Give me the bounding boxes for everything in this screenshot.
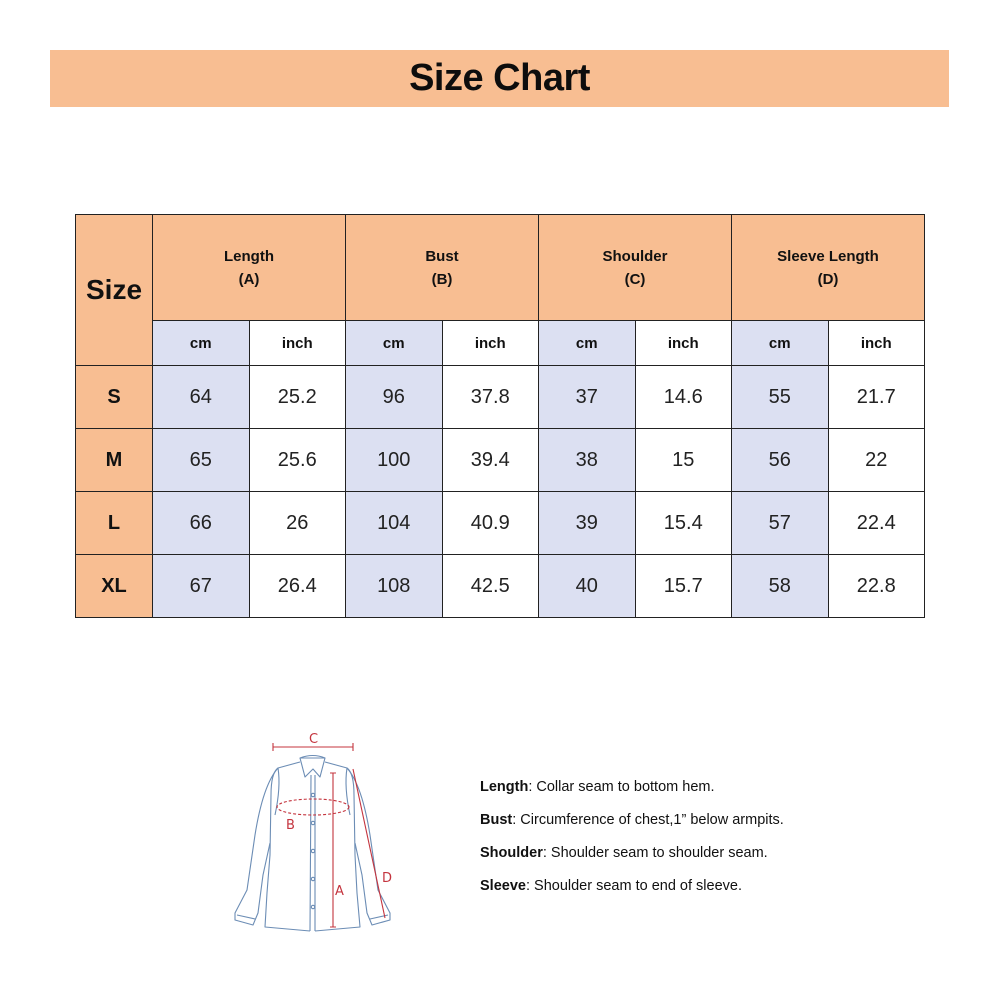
- description-sleeve: [480, 875, 900, 897]
- description-term: Length: [480, 779, 529, 795]
- cell-sleeve-cm: 56: [732, 429, 829, 492]
- shirt-measurement-diagram: [225, 725, 400, 940]
- size-column-header: Size: [76, 215, 153, 366]
- cell-bust-inch: 37.8: [442, 366, 539, 429]
- group-code: (B): [431, 270, 453, 288]
- measurement-descriptions: [480, 776, 900, 908]
- cell-shoulder-cm: 40: [539, 555, 636, 618]
- cell-sleeve-cm: 55: [732, 366, 829, 429]
- table-row: [76, 366, 925, 429]
- cell-length-inch: 25.2: [249, 366, 346, 429]
- unit-inch: inch: [635, 321, 732, 366]
- unit-cm: cm: [153, 321, 250, 366]
- group-header-bust: [346, 215, 539, 321]
- cell-shoulder-inch: 15.7: [635, 555, 732, 618]
- unit-cm: cm: [346, 321, 443, 366]
- label-c: C: [309, 732, 319, 747]
- group-name: Length: [224, 247, 274, 265]
- description-text: : Shoulder seam to end of sleeve.: [525, 878, 742, 894]
- description-term: Shoulder: [480, 845, 543, 861]
- cell-bust-inch: 42.5: [442, 555, 539, 618]
- group-header-sleeve-length: [732, 215, 925, 321]
- unit-inch: inch: [442, 321, 539, 366]
- description-text: : Collar seam to bottom hem.: [528, 779, 715, 795]
- header-row: [76, 215, 925, 321]
- measurement-lines: [273, 743, 385, 927]
- unit-cm: cm: [732, 321, 829, 366]
- table-row: [76, 492, 925, 555]
- description-length: [480, 776, 900, 798]
- cell-bust-inch: 39.4: [442, 429, 539, 492]
- title-bar: [50, 50, 949, 107]
- size-label: S: [76, 366, 153, 429]
- cell-bust-cm: 104: [346, 492, 443, 555]
- cell-length-cm: 65: [153, 429, 250, 492]
- label-a: A: [335, 884, 344, 899]
- cell-length-cm: 67: [153, 555, 250, 618]
- cell-shoulder-cm: 39: [539, 492, 636, 555]
- shirt-outline: [235, 756, 393, 932]
- cell-bust-cm: 100: [346, 429, 443, 492]
- unit-inch: inch: [249, 321, 346, 366]
- cell-length-cm: 64: [153, 366, 250, 429]
- cell-length-inch: 26.4: [249, 555, 346, 618]
- size-label: L: [76, 492, 153, 555]
- table-row: [76, 555, 925, 618]
- cell-bust-inch: 40.9: [442, 492, 539, 555]
- description-text: : Shoulder seam to shoulder seam.: [542, 845, 768, 861]
- cell-shoulder-inch: 14.6: [635, 366, 732, 429]
- label-b: B: [286, 818, 295, 833]
- description-shoulder: [480, 842, 900, 864]
- cell-sleeve-inch: 22: [828, 429, 925, 492]
- description-bust: [480, 809, 900, 831]
- cell-bust-cm: 96: [346, 366, 443, 429]
- group-name: Sleeve Length: [777, 247, 879, 265]
- page-title: Size Chart: [409, 57, 590, 99]
- unit-row: [76, 321, 925, 366]
- group-header-length: [153, 215, 346, 321]
- group-name: Bust: [425, 247, 459, 265]
- cell-shoulder-inch: 15: [635, 429, 732, 492]
- table-row: [76, 429, 925, 492]
- cell-length-inch: 25.6: [249, 429, 346, 492]
- size-label: M: [76, 429, 153, 492]
- cell-sleeve-inch: 21.7: [828, 366, 925, 429]
- cell-length-inch: 26: [249, 492, 346, 555]
- label-d: D: [382, 871, 393, 886]
- group-name: Shoulder: [602, 247, 668, 265]
- cell-bust-cm: 108: [346, 555, 443, 618]
- cell-shoulder-cm: 37: [539, 366, 636, 429]
- group-code: (C): [624, 270, 646, 288]
- cell-sleeve-cm: 57: [732, 492, 829, 555]
- cell-length-cm: 66: [153, 492, 250, 555]
- group-code: (D): [817, 270, 839, 288]
- group-header-shoulder: [539, 215, 732, 321]
- unit-inch: inch: [828, 321, 925, 366]
- group-code: (A): [238, 270, 260, 288]
- cell-sleeve-inch: 22.8: [828, 555, 925, 618]
- size-label: XL: [76, 555, 153, 618]
- cell-sleeve-cm: 58: [732, 555, 829, 618]
- unit-cm: cm: [539, 321, 636, 366]
- size-table: [75, 214, 925, 618]
- cell-shoulder-inch: 15.4: [635, 492, 732, 555]
- cell-shoulder-cm: 38: [539, 429, 636, 492]
- description-text: : Circumference of chest,1” below armpits.: [512, 812, 784, 828]
- cell-sleeve-inch: 22.4: [828, 492, 925, 555]
- description-term: Bust: [480, 812, 513, 828]
- description-term: Sleeve: [480, 878, 526, 894]
